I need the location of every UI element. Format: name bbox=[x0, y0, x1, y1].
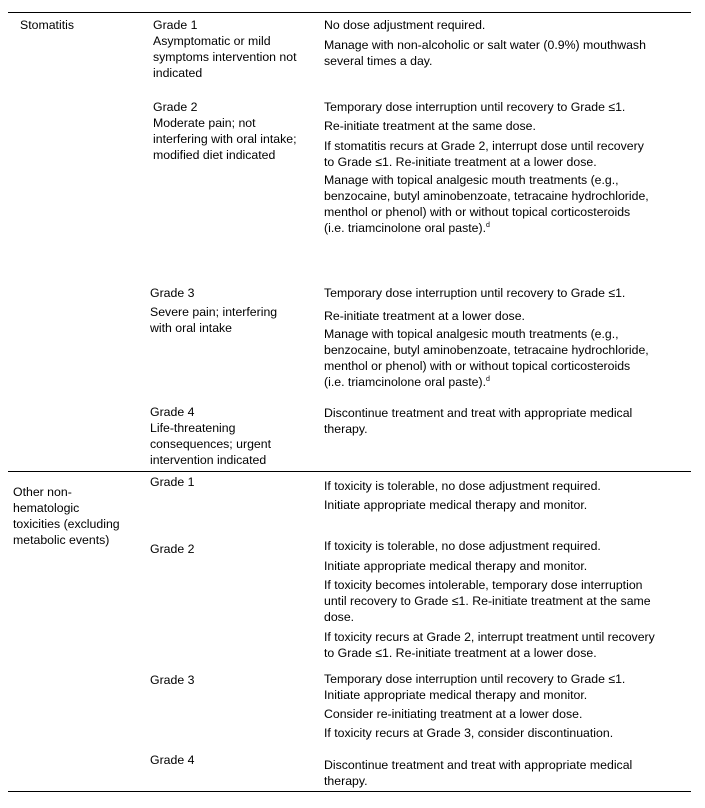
row-divider-rule bbox=[8, 471, 691, 472]
action-text: Initiate appropriate medical therapy and monitor. bbox=[324, 559, 588, 573]
action-text: If toxicity is tolerable, no dose adjustment required. bbox=[324, 539, 601, 553]
grade-label: Grade 2 Moderate pain; not interfering with oral intake; modified diet indicated bbox=[153, 100, 297, 162]
action-text: If toxicity recurs at Grade 2, interrupt treatment until recovery to Grade ≤1. Re-initiate treatment at a lower dose. bbox=[324, 630, 655, 660]
footnote-marker: d bbox=[485, 222, 490, 229]
action-text: If toxicity becomes intolerable, temporary dose interruption until recovery to Grade ≤1. Re-initiate treatment at the same dose. bbox=[324, 578, 651, 624]
action-text: If stomatitis recurs at Grade 2, interrupt dose until recovery to Grade ≤1. Re-initiate treatment at a lower dose. bbox=[324, 139, 644, 169]
action-text: Discontinue treatment and treat with appropriate medical therapy. bbox=[324, 758, 633, 788]
table-top-rule bbox=[8, 12, 691, 13]
table-bottom-rule bbox=[8, 791, 691, 792]
action-text: Manage with topical analgesic mouth treatments (e.g., benzocaine, butyl aminobenzoate, tetracaine hydrochloride, menthol or phenol) with or without topical corticosteroids (i.e. triamcinolone oral paste).$^d$ bbox=[324, 327, 649, 389]
action-text: If toxicity recurs at Grade 3, consider discontinuation. bbox=[324, 726, 614, 740]
category-other-toxicities: Other non- hematologic toxicities (excluding metabolic events) bbox=[13, 485, 120, 547]
footnote-marker: d bbox=[485, 376, 490, 383]
action-text: Discontinue treatment and treat with appropriate medical therapy. bbox=[324, 406, 633, 436]
grade-description: Severe pain; interfering with oral intake bbox=[150, 305, 278, 335]
action-text: Temporary dose interruption until recovery to Grade ≤1. bbox=[324, 286, 626, 300]
action-text: Temporary dose interruption until recovery to Grade ≤1. Initiate appropriate medical therapy and monitor. bbox=[324, 672, 626, 702]
grade-label: Grade 2 bbox=[150, 542, 195, 556]
grade-label: Grade 1 bbox=[150, 475, 195, 489]
grade-label: Grade 4 bbox=[150, 753, 195, 767]
grade-label: Grade 1 Asymptomatic or mild symptoms intervention not indicated bbox=[153, 18, 297, 80]
action-text: If toxicity is tolerable, no dose adjustment required. bbox=[324, 479, 601, 493]
action-text: No dose adjustment required. bbox=[324, 18, 486, 32]
action-text: Re-initiate treatment at a lower dose. bbox=[324, 309, 525, 323]
action-text: Re-initiate treatment at the same dose. bbox=[324, 119, 536, 133]
action-text: Temporary dose interruption until recovery to Grade ≤1. bbox=[324, 100, 626, 114]
action-text: Manage with topical analgesic mouth treatments (e.g., benzocaine, butyl aminobenzoate, tetracaine hydrochloride, menthol or phenol) with or without topical corticosteroids (i.e. triamcinolone oral paste).$^d$ bbox=[324, 173, 649, 235]
action-text: Initiate appropriate medical therapy and monitor. bbox=[324, 498, 588, 512]
action-text: Consider re-initiating treatment at a lower dose. bbox=[324, 707, 583, 721]
grade-label: Grade 3 bbox=[150, 286, 195, 300]
category-stomatitis: Stomatitis bbox=[20, 18, 74, 32]
grade-label: Grade 4 Life-threatening consequences; urgent intervention indicated bbox=[150, 405, 272, 467]
action-text: Manage with non-alcoholic or salt water (0.9%) mouthwash several times a day. bbox=[324, 38, 646, 68]
grade-label: Grade 3 bbox=[150, 673, 195, 687]
